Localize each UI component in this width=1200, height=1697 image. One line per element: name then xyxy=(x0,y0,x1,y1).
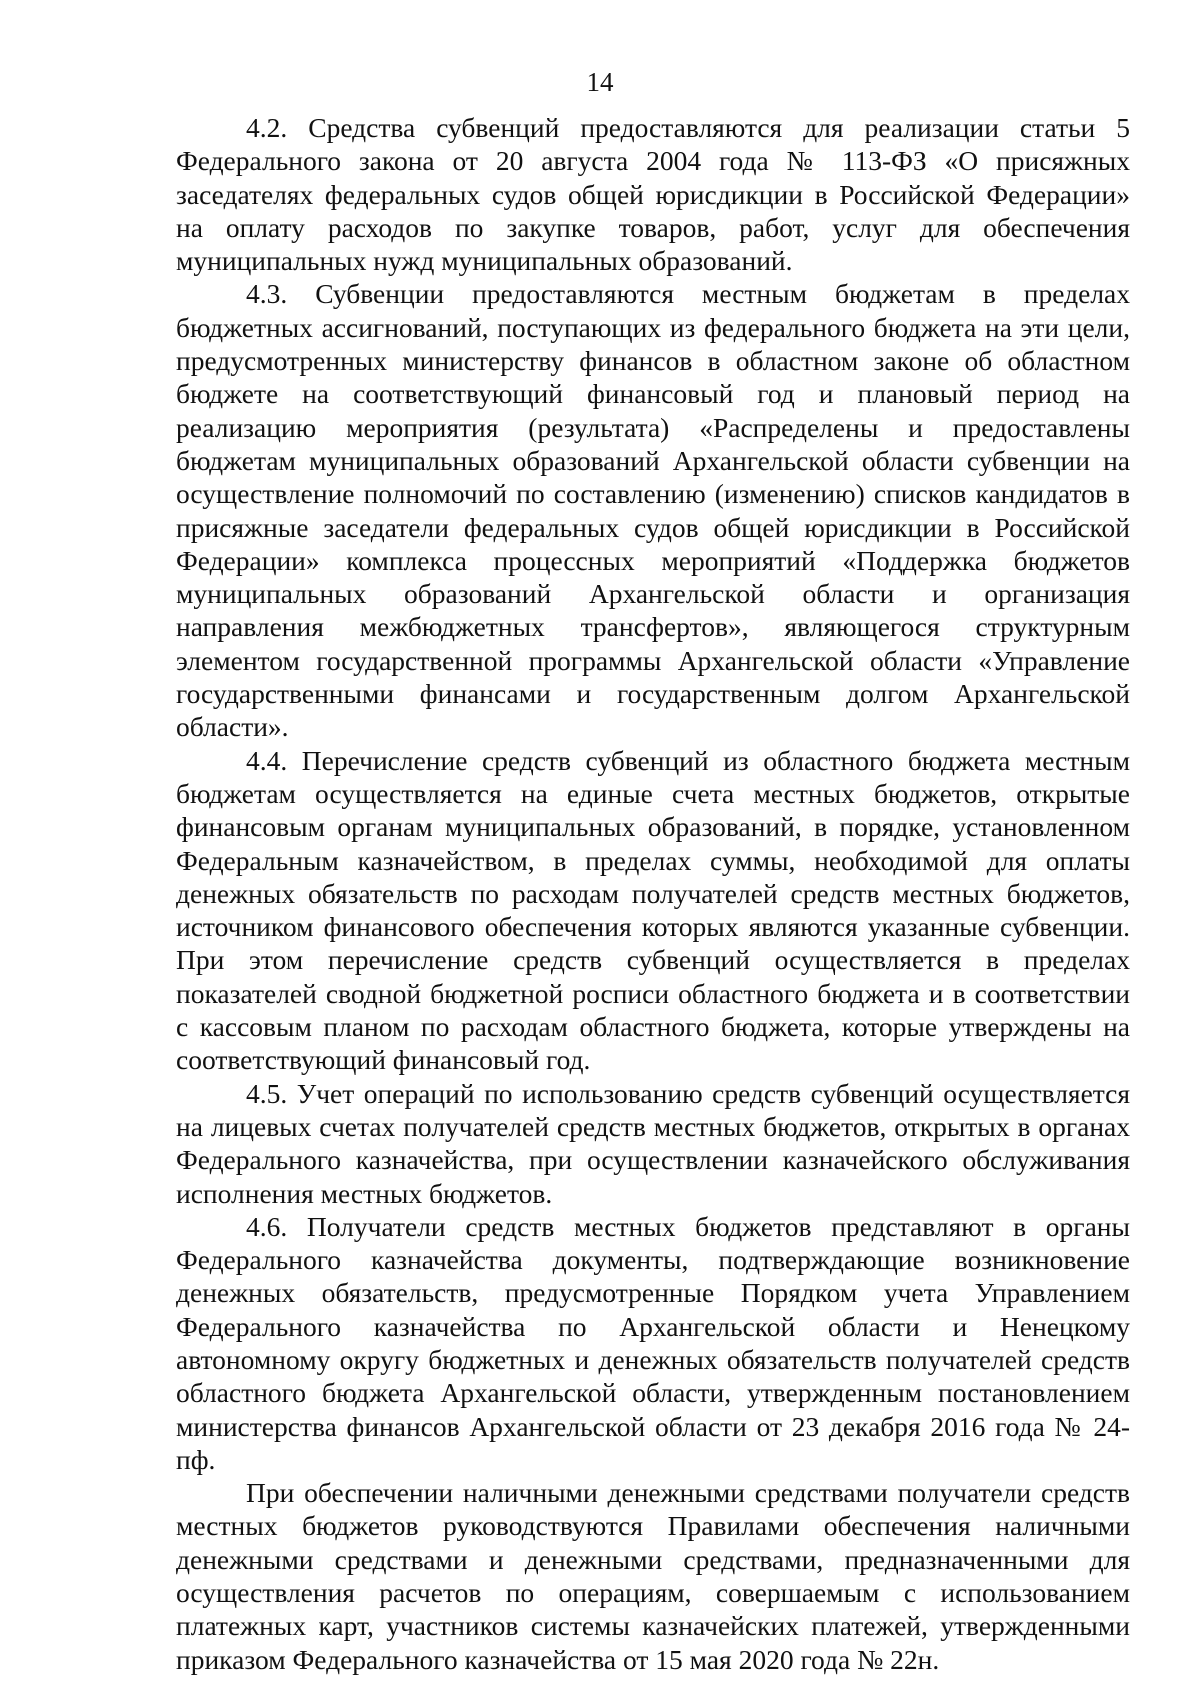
paragraph-cash-provision: При обеспечении наличными денежными средствами получатели средств местных бюджетов руководствуются Правилами обеспечения наличными денежными средствами и денежными средствами, предназначенными для осуществления расчетов по операциям, совершаемым с использованием платежных карт, участников системы казначейских платежей, утвержденными приказом Федерального казначейства от 15 мая 2020 года № 22н. xyxy=(176,1477,1130,1675)
paragraph-4-6: 4.6. Получатели средств местных бюджетов представляют в органы Федерального казначейства документы, подтверждающие возникновение денежных обязательств, предусмотренные Порядком учета Управлением Федерального казначейства по Архангельской области и Ненецкому автономному округу бюджетных и денежных обязательств получателей средств областного бюджета Архангельской области, утвержденным постановлением министерства финансов Архангельской области от 23 декабря 2016 года № 24-пф. xyxy=(176,1210,1130,1475)
paragraph-4-3: 4.3. Субвенции предоставляются местным бюджетам в пределах бюджетных ассигнований, поступающих из федерального бюджета на эти цели, предусмотренных министерству финансов в областном законе об областном бюджете на соответствующий финансовый год и плановый период на реализацию мероприятия (результата) «Распределены и предоставлены бюджетам муниципальных образований Архангельской области субвенции на осуществление полномочий по составлению (изменению) списков кандидатов в присяжные заседатели федеральных судов общей юрисдикции в Российской Федерации» комплекса процессных мероприятий «Поддержка бюджетов муниципальных образований Архангельской области и организация направления межбюджетных трансфертов», являющегося структурным элементом государственной программы Архангельской области «Управление государственными финансами и государственным долгом Архангельской области». xyxy=(176,278,1130,743)
paragraph-4-2: 4.2. Средства субвенций предоставляются для реализации статьи 5 Федерального закона от 20 августа 2004 года № 113-ФЗ «О присяжных заседателях федеральных судов общей юрисдикции в Российской Федерации» на оплату расходов по закупке товаров, работ, услуг для обеспечения муниципальных нужд муниципальных образований. xyxy=(176,112,1130,277)
paragraph-4-4: 4.4. Перечисление средств субвенций из областного бюджета местным бюджетам осуществляется на единые счета местных бюджетов, открытые финансовым органам муниципальных образований, в порядке, установленном Федеральным казначейством, в пределах суммы, необходимой для оплаты денежных обязательств по расходам получателей средств местных бюджетов, источником финансового обеспечения которых являются указанные субвенции. При этом перечисление средств субвенций осуществляется в пределах показателей сводной бюджетной росписи областного бюджета и в соответствии с кассовым планом по расходам областного бюджета, которые утверждены на соответствующий финансовый год. xyxy=(176,744,1130,1076)
paragraph-4-5: 4.5. Учет операций по использованию средств субвенций осуществляется на лицевых счетах получателей средств местных бюджетов, открытых в органах Федерального казначейства, при осуществлении казначейского обслуживания исполнения местных бюджетов. xyxy=(176,1077,1130,1209)
page-number: 14 xyxy=(586,67,614,97)
document-body xyxy=(176,111,1130,1676)
